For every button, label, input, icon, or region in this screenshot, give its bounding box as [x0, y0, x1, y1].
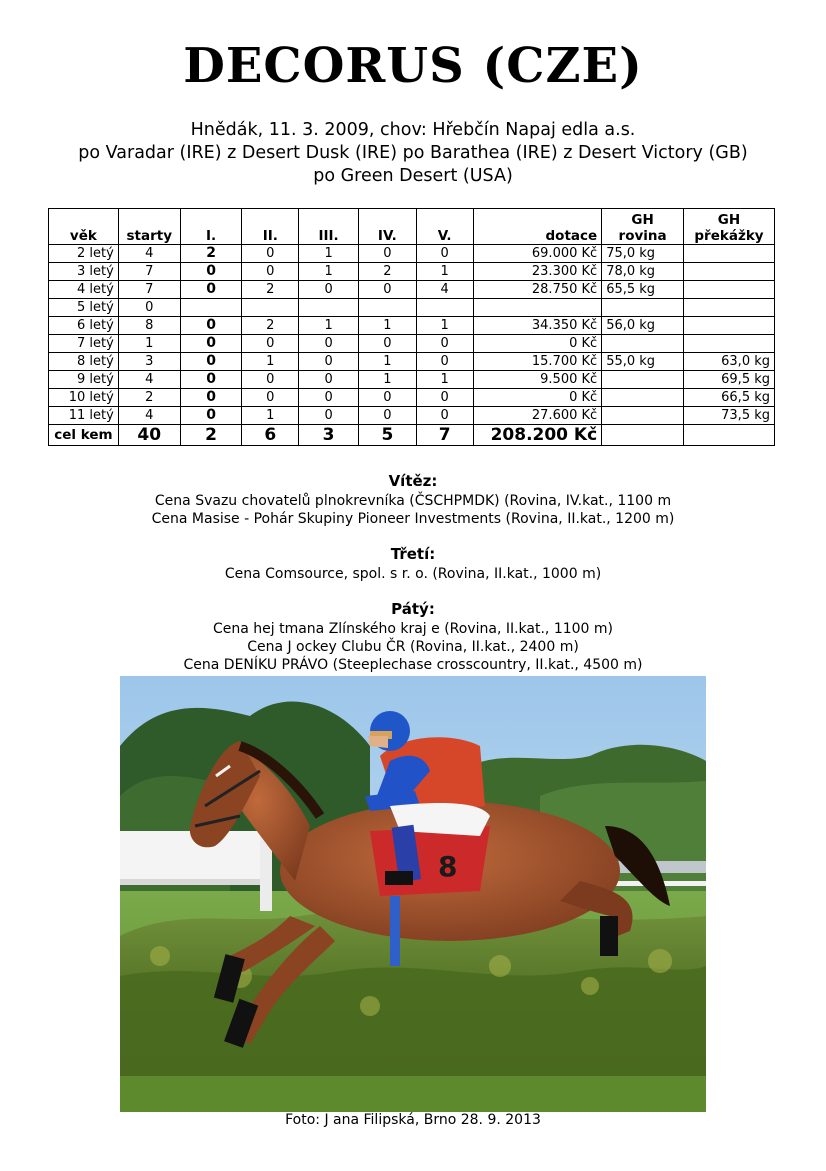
table-cell-prize: 34.350 Kč — [473, 317, 602, 335]
table-cell-p2: 0 — [242, 389, 299, 407]
third-section — [0, 545, 826, 583]
total-cell-p2: 6 — [242, 425, 299, 446]
table-cell-p3: 0 — [299, 335, 359, 353]
photo-caption: Foto: J ana Filipská, Brno 28. 9. 2013 — [285, 1112, 541, 1128]
table-cell-p5 — [416, 299, 473, 317]
table-cell-gh_flat: 78,0 kg — [602, 263, 684, 281]
table-cell-starts: 4 — [118, 245, 180, 263]
table-cell-gh_flat — [602, 371, 684, 389]
table-cell-p3: 1 — [299, 263, 359, 281]
table-row — [49, 407, 775, 425]
col-gh-hurdle: GH překážky — [684, 209, 775, 245]
table-cell-p4: 0 — [358, 281, 416, 299]
table-cell-gh_hurdle — [684, 263, 775, 281]
table-cell-prize: 9.500 Kč — [473, 371, 602, 389]
table-cell-p1: 0 — [180, 263, 242, 281]
total-cell-label: cel kem — [49, 425, 119, 446]
winner-heading: Vítěz: — [388, 472, 438, 490]
table-cell-age: 5 letý — [49, 299, 119, 317]
col-gh-flat: GH rovina — [602, 209, 684, 245]
table-cell-age: 3 letý — [49, 263, 119, 281]
table-cell-age: 8 letý — [49, 353, 119, 371]
table-cell-p4: 1 — [358, 371, 416, 389]
table-cell-gh_hurdle — [684, 299, 775, 317]
table-cell-p5: 4 — [416, 281, 473, 299]
table-cell-p1: 0 — [180, 353, 242, 371]
table-cell-p4: 0 — [358, 335, 416, 353]
col-first: I. — [180, 209, 242, 245]
table-row — [49, 317, 775, 335]
col-fifth: V. — [416, 209, 473, 245]
table-row — [49, 281, 775, 299]
table-cell-p3: 0 — [299, 371, 359, 389]
table-cell-p1 — [180, 299, 242, 317]
table-cell-p5: 0 — [416, 407, 473, 425]
table-cell-starts: 4 — [118, 407, 180, 425]
table-cell-gh_hurdle — [684, 281, 775, 299]
table-cell-p3: 1 — [299, 245, 359, 263]
pedigree-line-2: po Green Desert (USA) — [313, 166, 513, 186]
table-row — [49, 263, 775, 281]
horse-info-line: Hnědák, 11. 3. 2009, chov: Hřebčín Napaj edla a.s. — [190, 120, 636, 140]
table-cell-gh_hurdle: 73,5 kg — [684, 407, 775, 425]
table-cell-p2 — [242, 299, 299, 317]
pedigree-line: po Varadar (IRE) z Desert Dusk (IRE) po Barathea (IRE) z Desert Victory (GB) — [78, 143, 748, 163]
winner-section — [0, 472, 826, 528]
table-cell-starts: 2 — [118, 389, 180, 407]
table-cell-p4: 1 — [358, 317, 416, 335]
table-cell-age: 9 letý — [49, 371, 119, 389]
table-cell-p5: 0 — [416, 353, 473, 371]
table-cell-p4 — [358, 299, 416, 317]
table-cell-p3: 0 — [299, 353, 359, 371]
table-row — [49, 335, 775, 353]
table-cell-p3: 0 — [299, 281, 359, 299]
col-age: věk — [49, 209, 119, 245]
table-row — [49, 353, 775, 371]
race-photo — [120, 676, 706, 1112]
total-cell-starts: 40 — [118, 425, 180, 446]
table-cell-p1: 0 — [180, 317, 242, 335]
table-header-row — [49, 209, 775, 245]
total-cell-p4: 5 — [358, 425, 416, 446]
total-cell-empty — [684, 425, 775, 446]
table-cell-age: 7 letý — [49, 335, 119, 353]
table-cell-p5: 0 — [416, 245, 473, 263]
fifth-heading: Pátý: — [391, 600, 435, 618]
total-cell-p1: 2 — [180, 425, 242, 446]
table-cell-p5: 0 — [416, 389, 473, 407]
page-title: DECORUS (CZE) — [183, 38, 643, 94]
col-starts: starty — [118, 209, 180, 245]
table-cell-p1: 0 — [180, 335, 242, 353]
table-cell-starts: 0 — [118, 299, 180, 317]
table-cell-age: 4 letý — [49, 281, 119, 299]
table-cell-p3: 0 — [299, 389, 359, 407]
table-cell-prize — [473, 299, 602, 317]
race-item: Cena hej tmana Zlínského kraj e (Rovina, II.kat., 1100 m) — [212, 621, 614, 637]
table-cell-p1: 2 — [180, 245, 242, 263]
total-cell-prize: 208.200 Kč — [473, 425, 602, 446]
col-prize: dotace — [473, 209, 602, 245]
race-item: Cena DENÍKU PRÁVO (Steeplechase crosscountry, II.kat., 4500 m) — [183, 657, 643, 673]
total-cell-p5: 7 — [416, 425, 473, 446]
table-cell-gh_hurdle — [684, 317, 775, 335]
table-row — [49, 371, 775, 389]
table-cell-p2: 0 — [242, 263, 299, 281]
table-total-row — [49, 425, 775, 446]
table-cell-starts: 4 — [118, 371, 180, 389]
total-cell-p3: 3 — [299, 425, 359, 446]
table-cell-starts: 3 — [118, 353, 180, 371]
table-cell-prize: 0 Kč — [473, 335, 602, 353]
career-stats-table — [48, 208, 775, 446]
table-cell-p1: 0 — [180, 281, 242, 299]
table-cell-prize: 27.600 Kč — [473, 407, 602, 425]
table-cell-p5: 1 — [416, 317, 473, 335]
table-cell-p4: 0 — [358, 407, 416, 425]
table-cell-p4: 0 — [358, 389, 416, 407]
table-cell-gh_hurdle — [684, 245, 775, 263]
race-item: Cena J ockey Clubu ČR (Rovina, II.kat., 2400 m) — [247, 639, 579, 655]
table-cell-p5: 0 — [416, 335, 473, 353]
table-cell-p5: 1 — [416, 263, 473, 281]
table-cell-prize: 15.700 Kč — [473, 353, 602, 371]
table-cell-age: 11 letý — [49, 407, 119, 425]
table-cell-prize: 0 Kč — [473, 389, 602, 407]
table-cell-gh_flat: 55,0 kg — [602, 353, 684, 371]
fifth-section — [0, 600, 826, 674]
table-cell-age: 10 letý — [49, 389, 119, 407]
table-cell-p4: 2 — [358, 263, 416, 281]
col-third: III. — [299, 209, 359, 245]
table-cell-prize: 23.300 Kč — [473, 263, 602, 281]
race-item: Cena Comsource, spol. s r. o. (Rovina, II.kat., 1000 m) — [224, 566, 602, 582]
table-cell-p4: 1 — [358, 353, 416, 371]
table-cell-gh_flat — [602, 299, 684, 317]
table-cell-age: 6 letý — [49, 317, 119, 335]
table-cell-p2: 0 — [242, 245, 299, 263]
table-cell-gh_hurdle: 69,5 kg — [684, 371, 775, 389]
table-cell-starts: 8 — [118, 317, 180, 335]
table-cell-p2: 2 — [242, 281, 299, 299]
table-row — [49, 299, 775, 317]
col-fourth: IV. — [358, 209, 416, 245]
third-heading: Třetí: — [390, 545, 436, 563]
table-cell-gh_hurdle: 66,5 kg — [684, 389, 775, 407]
table-cell-p2: 1 — [242, 353, 299, 371]
table-cell-p2: 2 — [242, 317, 299, 335]
table-cell-p1: 0 — [180, 407, 242, 425]
table-cell-p3: 0 — [299, 407, 359, 425]
saddle-number: 8 — [438, 850, 458, 883]
table-cell-p3: 1 — [299, 317, 359, 335]
steeplechase-photo-icon — [120, 676, 706, 1112]
table-cell-gh_flat: 65,5 kg — [602, 281, 684, 299]
table-cell-gh_flat — [602, 407, 684, 425]
col-second: II. — [242, 209, 299, 245]
table-cell-gh_hurdle — [684, 335, 775, 353]
table-cell-p3 — [299, 299, 359, 317]
table-cell-gh_flat — [602, 335, 684, 353]
table-cell-gh_flat: 75,0 kg — [602, 245, 684, 263]
race-item: Cena Svazu chovatelů plnokrevníka (ČSCHPMDK) (Rovina, IV.kat., 1100 m — [154, 493, 672, 509]
table-cell-age: 2 letý — [49, 245, 119, 263]
race-item: Cena Masise - Pohár Skupiny Pioneer Investments (Rovina, II.kat., 1200 m) — [151, 511, 675, 527]
table-cell-p2: 1 — [242, 407, 299, 425]
table-cell-p1: 0 — [180, 371, 242, 389]
table-cell-p2: 0 — [242, 371, 299, 389]
table-cell-starts: 1 — [118, 335, 180, 353]
table-row — [49, 245, 775, 263]
table-cell-starts: 7 — [118, 263, 180, 281]
table-cell-gh_flat — [602, 389, 684, 407]
table-cell-p1: 0 — [180, 389, 242, 407]
table-cell-p4: 0 — [358, 245, 416, 263]
table-cell-starts: 7 — [118, 281, 180, 299]
table-cell-gh_hurdle: 63,0 kg — [684, 353, 775, 371]
table-cell-prize: 28.750 Kč — [473, 281, 602, 299]
total-cell-empty — [602, 425, 684, 446]
table-cell-prize: 69.000 Kč — [473, 245, 602, 263]
table-cell-p2: 0 — [242, 335, 299, 353]
table-row — [49, 389, 775, 407]
table-cell-p5: 1 — [416, 371, 473, 389]
table-cell-gh_flat: 56,0 kg — [602, 317, 684, 335]
